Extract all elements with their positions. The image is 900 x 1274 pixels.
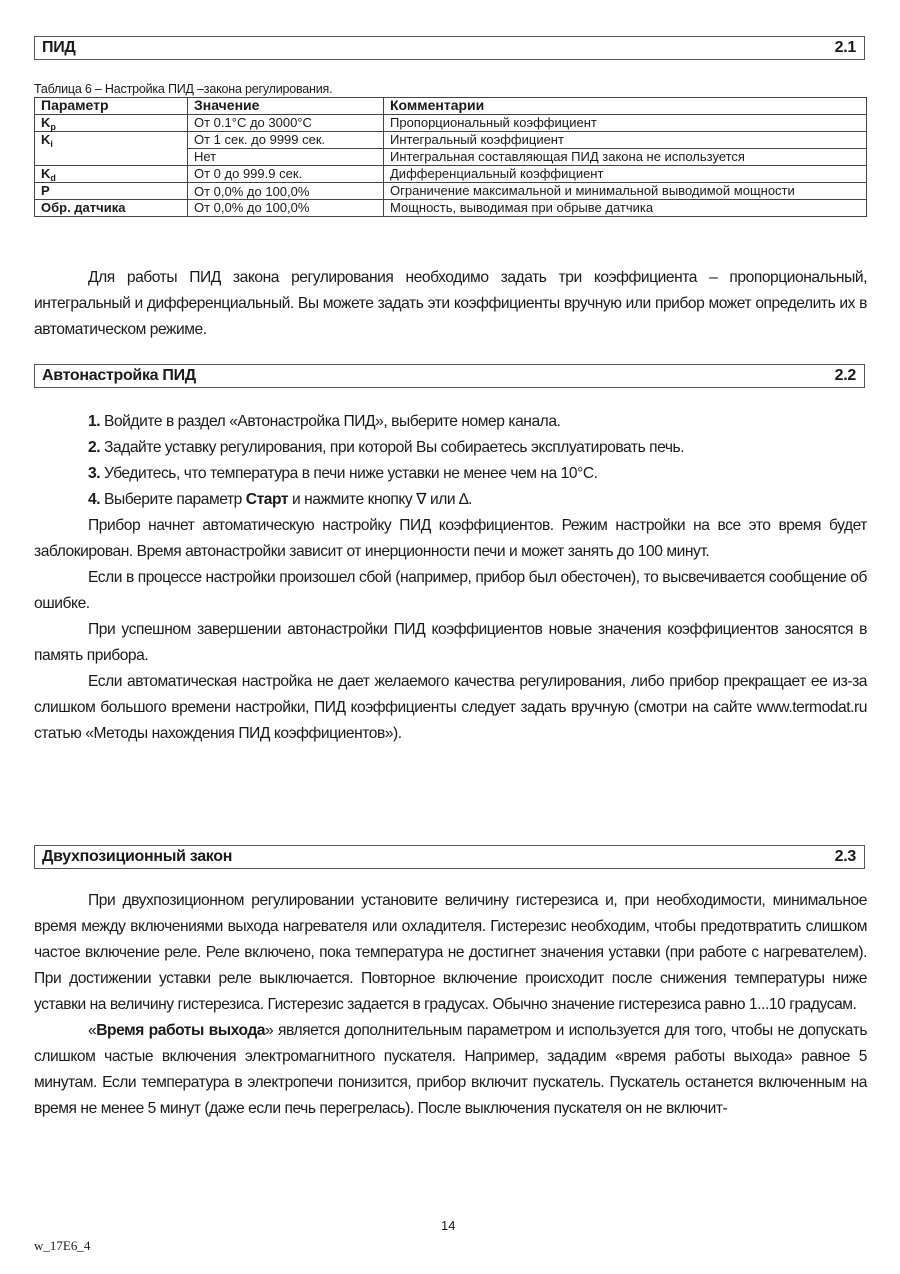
section-header-autotune <box>34 364 865 388</box>
table-header-row <box>35 98 867 115</box>
pid-intro-paragraph: Для работы ПИД закона регулирования необходимо задать три коэффициента – пропорциональный, интегральный и дифференциальный. Вы можете задать эти коэффициенты вручную или прибор может определить их в автоматическом режиме. <box>34 269 867 338</box>
section-title: Двухпозиционный закон <box>42 848 233 865</box>
document-code: w_17E6_4 <box>34 1238 91 1253</box>
table-row <box>35 166 867 183</box>
section-title: Автонастройка ПИД <box>42 367 196 384</box>
comment-cell: Мощность, выводимая при обрыве датчика <box>384 200 867 217</box>
step-2: 2. Задайте уставку регулирования, при которой Вы собираетесь эксплуатировать печь. <box>88 439 685 456</box>
section-header-two-position <box>34 845 865 869</box>
paragraph: Если автоматическая настройка не дает желаемого качества регулирования, либо прибор прекращает ее из-за слишком большого времени настройки, ПИД коэффициенты следует задать вручную (смотри на сайте www.termodat.ru статью «Методы нахождения ПИД коэффициентов»). <box>34 673 867 742</box>
paragraph: При успешном завершении автонастройки ПИД коэффициентов новые значения коэффициентов заносятся в память прибора. <box>34 621 867 664</box>
two-position-body <box>34 888 867 1122</box>
value-cell: Нет <box>188 149 384 166</box>
section-number: 2.2 <box>834 367 856 384</box>
step-4: 4. Выберите параметр Старт и нажмите кнопку ∇ или ∆. <box>88 491 473 508</box>
section-number: 2.1 <box>834 39 856 56</box>
comment-cell: Пропорциональный коэффициент <box>384 115 867 132</box>
value-cell: От 0.1°С до 3000°С <box>188 115 384 132</box>
section-number: 2.3 <box>834 848 856 865</box>
step-1: 1. Войдите в раздел «Автонастройка ПИД», выберите номер канала. <box>88 413 561 430</box>
param-cell: $K_p$ <box>35 115 188 132</box>
comment-cell: Интегральный коэффициент <box>384 132 867 149</box>
column-header: Значение <box>188 98 384 115</box>
column-header: Комментарии <box>384 98 867 115</box>
paragraph: «Время работы выхода» является дополнительным параметром и используется для того, чтобы не допускать слишком частые включения электромагнитного пускателя. Например, зададим «время работы выхода» равное 5 минутам. Если температура в электропечи понизится, прибор включит пускатель. Пускатель останется включенным на время не менее 5 минут (даже если печь перегрелась). После выключения пускателя он не включит- <box>34 1022 867 1117</box>
section-header-pid <box>34 36 865 60</box>
paragraph: Если в процессе настройки произошел сбой (например, прибор был обесточен), то высвечивается сообщение об ошибке. <box>34 569 867 612</box>
table-row <box>35 183 867 200</box>
param-cell: $K_i$ <box>35 132 188 166</box>
value-cell: От 0,0% до 100,0% <box>188 183 384 200</box>
table-row <box>35 132 867 149</box>
value-cell: От 1 сек. до 9999 сек. <box>188 132 384 149</box>
section-title: ПИД <box>42 39 76 56</box>
autotune-body <box>34 409 867 747</box>
column-header: Параметр <box>35 98 188 115</box>
param-cell: Обр. датчика <box>35 200 188 217</box>
comment-cell: Дифференциальный коэффициент <box>384 166 867 183</box>
table-caption: Таблица 6 – Настройка ПИД –закона регулирования. <box>34 82 333 96</box>
value-cell: От 0 до 999.9 сек. <box>188 166 384 183</box>
page-number: 14 <box>441 1218 456 1233</box>
value-cell: От 0,0% до 100,0% <box>188 200 384 217</box>
pid-settings-table <box>34 97 867 217</box>
paragraph: При двухпозиционном регулировании установите величину гистерезиса и, при необходимости, минимальное время между включениями выхода нагревателя или охладителя. Гистерезис необходим, чтобы предотвратить слишком частое включение реле. Реле включено, пока температура не достигнет значения уставки (при работе с нагревателем). При достижении уставки реле выключается. Повторное включение происходит после снижения температуры ниже уставки на величину гистерезиса. Гистерезис задается в градусах. Обычно значение гистерезиса равно 1...10 градусам. <box>34 892 867 1013</box>
comment-cell: Ограничение максимальной и минимальной выводимой мощности <box>384 183 867 200</box>
param-cell: P <box>35 183 188 200</box>
step-3: 3. Убедитесь, что температура в печи ниже уставки не менее чем на 10°С. <box>88 465 598 482</box>
table-row <box>35 115 867 132</box>
param-cell: $K_d$ <box>35 166 188 183</box>
paragraph: Прибор начнет автоматическую настройку ПИД коэффициентов. Режим настройки на все это время будет заблокирован. Время автонастройки зависит от инерционности печи и может занять до 100 минут. <box>34 517 867 560</box>
table-row <box>35 200 867 217</box>
comment-cell: Интегральная составляющая ПИД закона не используется <box>384 149 867 166</box>
